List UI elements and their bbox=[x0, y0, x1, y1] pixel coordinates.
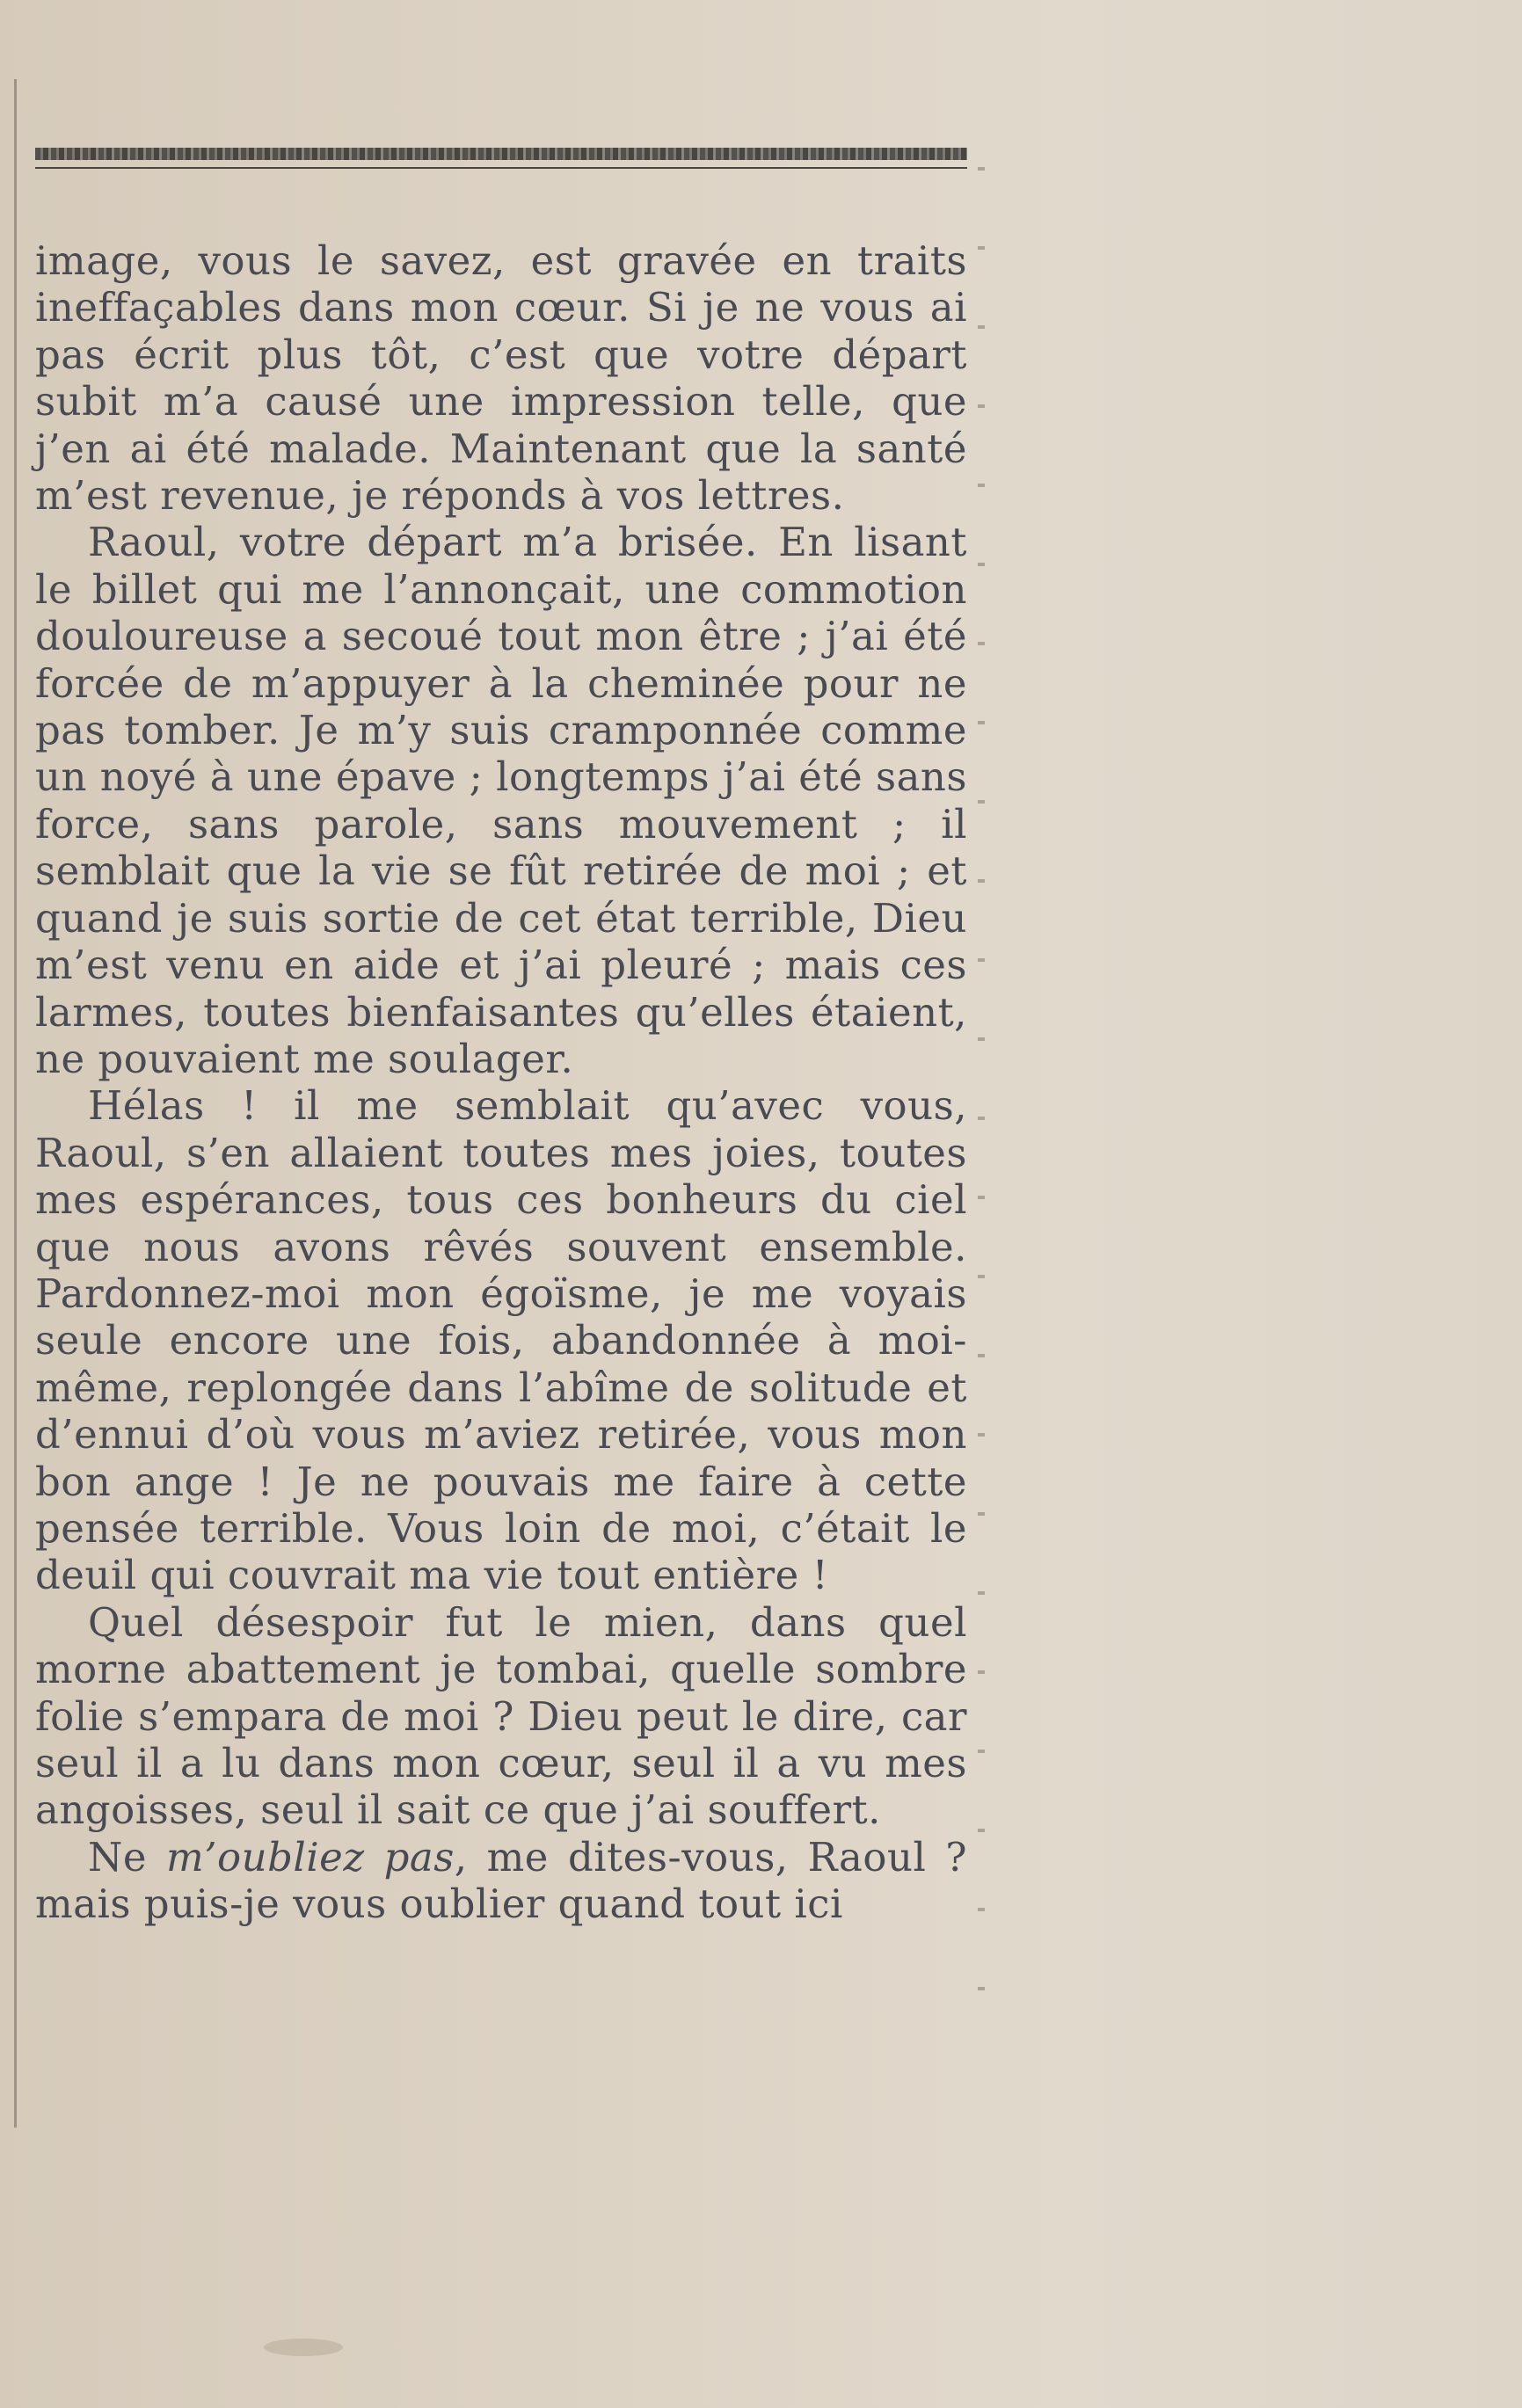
header-underline bbox=[35, 167, 967, 169]
paragraph-5-start: Ne bbox=[88, 1833, 167, 1881]
left-column-rule bbox=[14, 79, 17, 2128]
paragraph-3: Hélas ! il me semblait qu’avec vous, Raoul, s’en allaient toutes mes joies, toutes mes espérances, tous ces bonheurs du ciel que nous avons rêvés souvent ensemble. Pardonnez-moi mon égoïsme, je me voyais seule encore une fois, abandonnée à moi-même, replongée dans l’abîme de solitude et d’ennui d’où vous m’aviez retirée, vous mon bon ange ! Je ne pouvais me faire à cette pensée terrible. Vous loin de moi, c’était le deuil qui couvrait ma vie tout entière ! bbox=[35, 1082, 967, 1599]
article-body bbox=[35, 237, 967, 1928]
text-column bbox=[35, 132, 985, 2154]
paragraph-2: Raoul, votre départ m’a brisée. En lisant le billet qui me l’annonçait, une commotion douloureuse a secoué tout mon être ; j’ai été forcée de m’appuyer à la cheminée pour ne pas tomber. Je m’y suis cramponnée comme un noyé à une épave ; longtemps j’ai été sans force, sans parole, sans mouvement ; il semblait que la vie se fût retirée de moi ; et quand je suis sortie de cet état terrible, Dieu m’est venu en aide et j’ai pleuré ; mais ces larmes, toutes bienfaisantes qu’elles étaient, ne pouvaient me soulager. bbox=[35, 519, 967, 1082]
ink-smudge bbox=[264, 2339, 343, 2356]
paragraph-5 bbox=[35, 1834, 967, 1928]
paragraph-5-end: , me dites-vous, Raoul ? mais puis-je vous oublier quand tout ici bbox=[35, 1833, 967, 1928]
paragraph-5-italic: m’oubliez pas bbox=[166, 1833, 455, 1881]
ornamental-header-rule bbox=[35, 148, 967, 160]
right-column-edge bbox=[978, 132, 985, 2066]
paragraph-4: Quel désespoir fut le mien, dans quel morne abattement je tombai, quelle sombre folie s’empara de moi ? Dieu peut le dire, car seul il a lu dans mon cœur, seul il a vu mes angoisses, seul il sait ce que j’ai souffert. bbox=[35, 1598, 967, 1834]
paragraph-1: image, vous le savez, est gravée en traits ineffaçables dans mon cœur. Si je ne vous ai pas écrit plus tôt, c’est que votre départ subit m’a causé une impression telle, que j’en ai été malade. Maintenant que la santé m’est revenue, je réponds à vos lettres. bbox=[35, 237, 967, 520]
